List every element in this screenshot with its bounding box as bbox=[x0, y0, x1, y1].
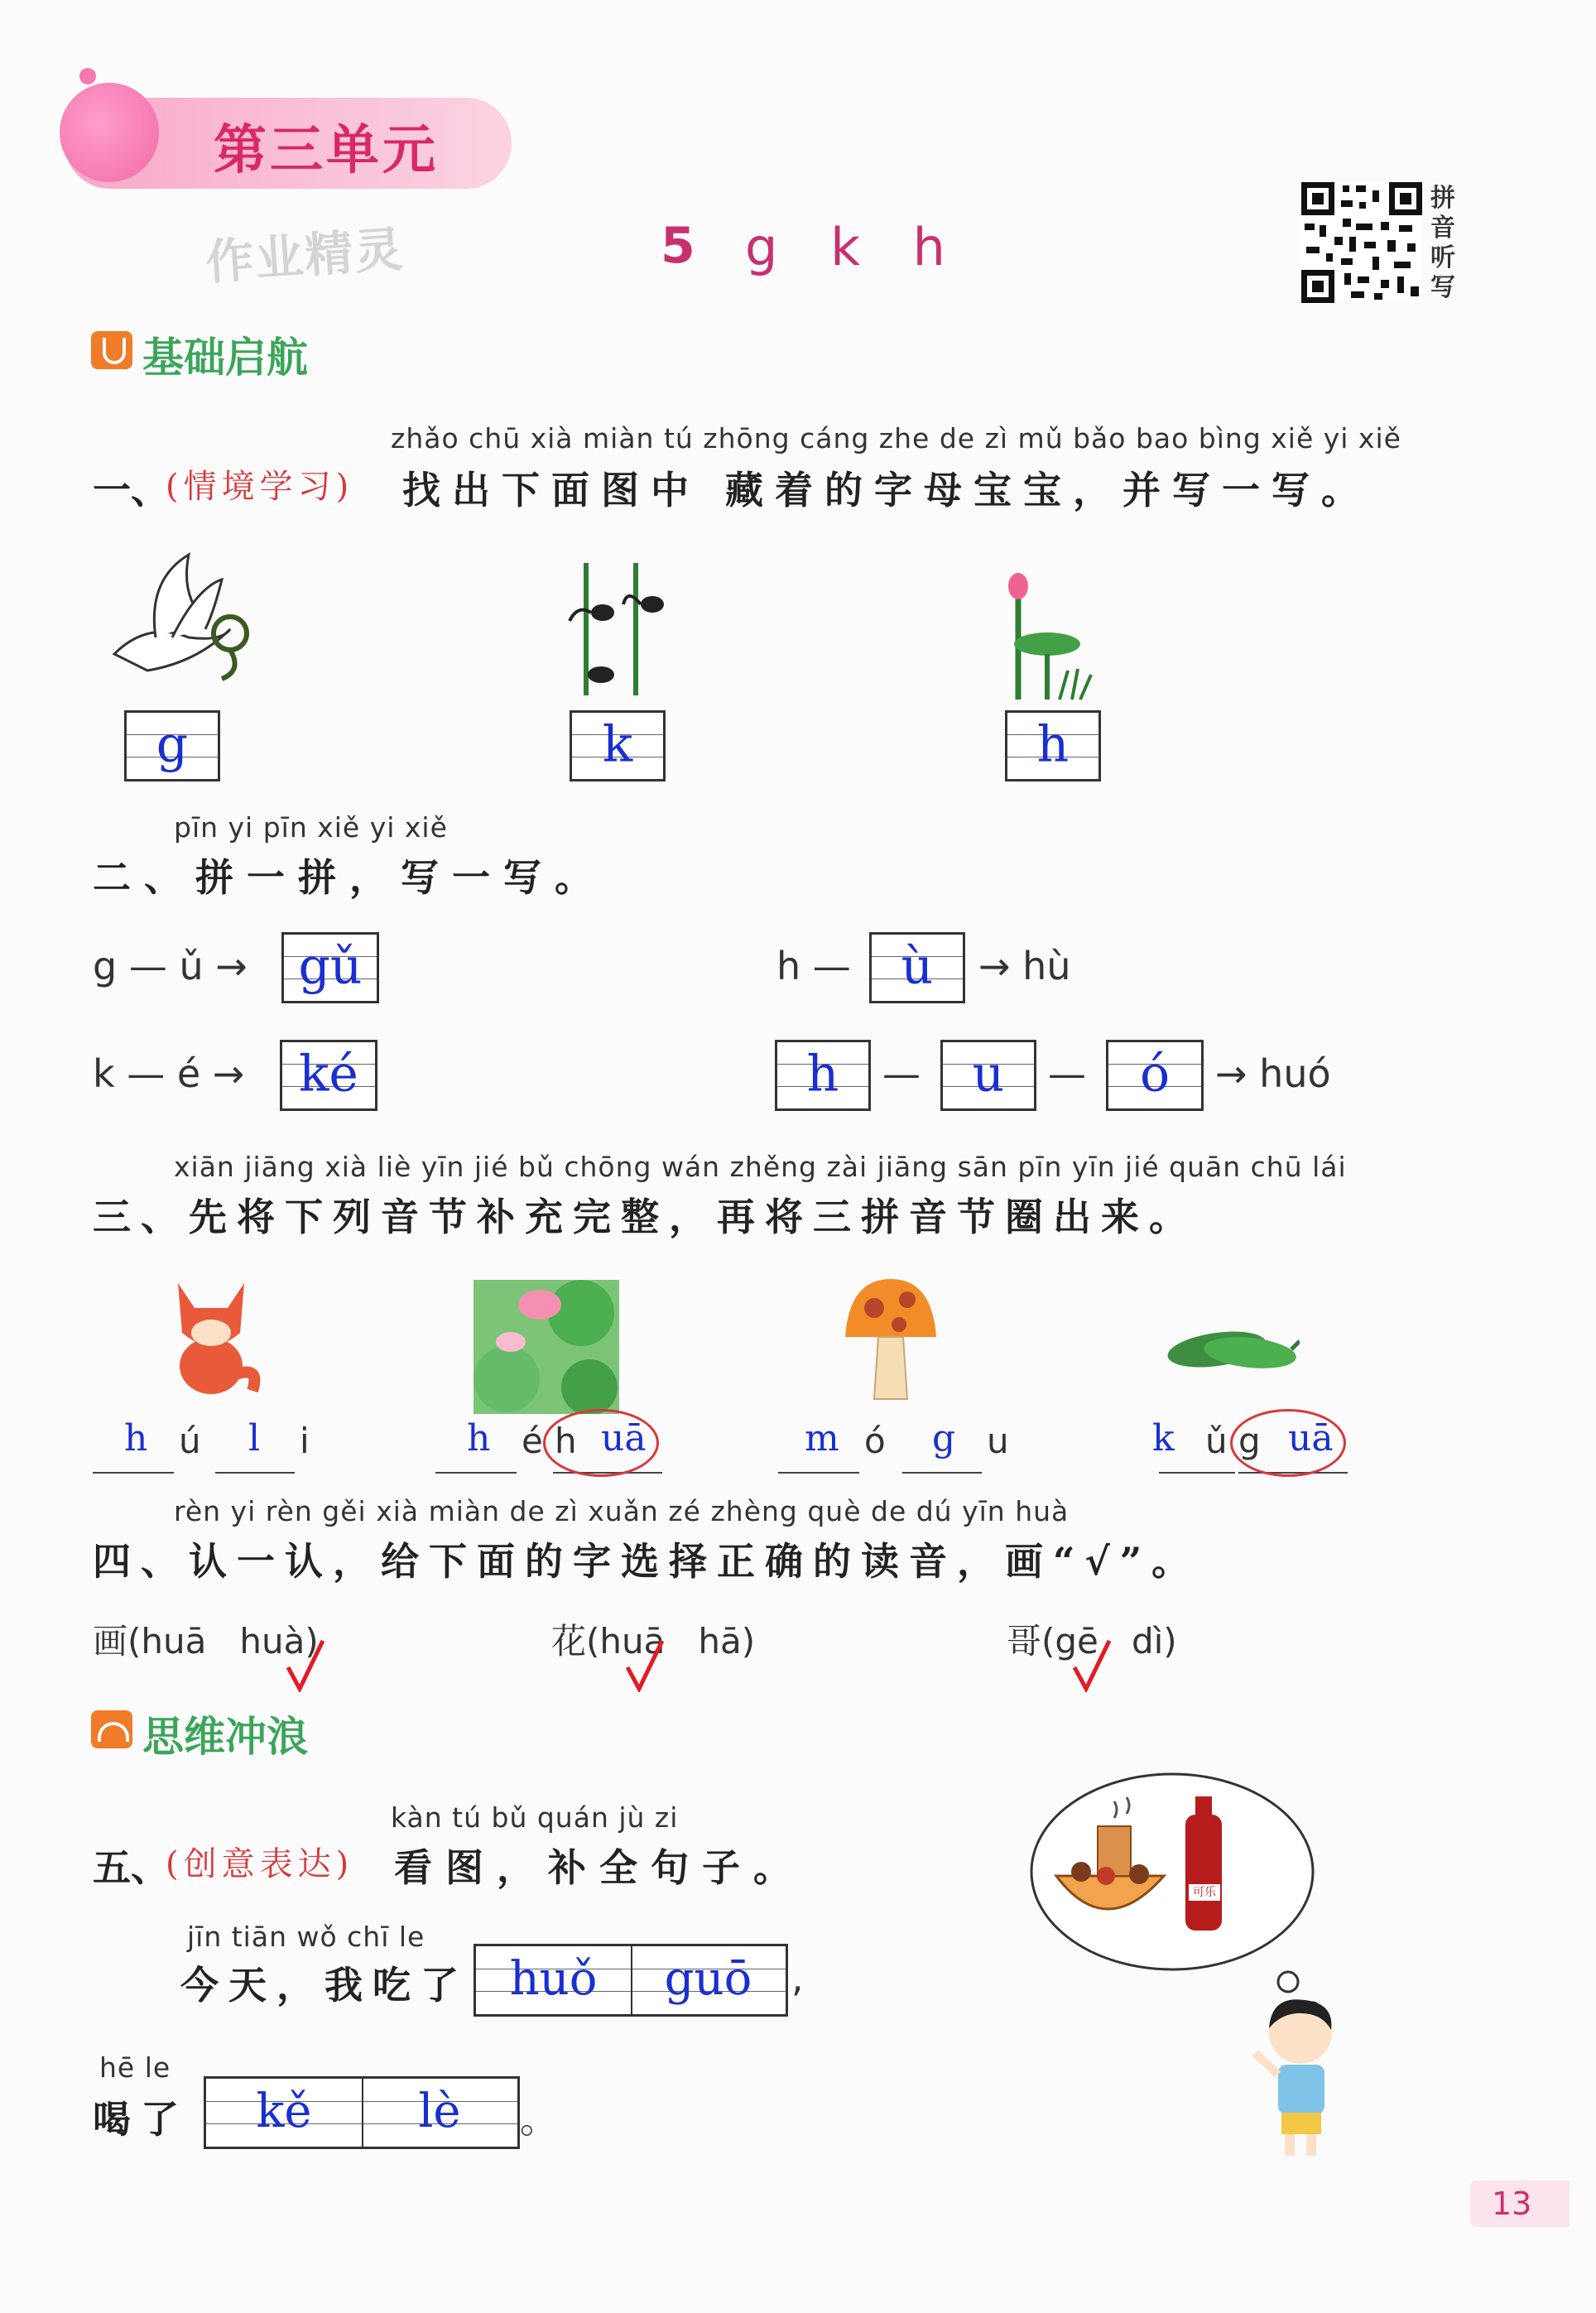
q4-text: 四、认一认，给下面的字选择正确的读音，画“√”。 bbox=[93, 1539, 1200, 1584]
q3-item2-pre2: h bbox=[555, 1421, 577, 1461]
anchor-icon bbox=[91, 331, 132, 369]
lotus-pond-image bbox=[474, 1280, 619, 1414]
q2-row-d-box-3[interactable] bbox=[1106, 1040, 1204, 1111]
q2-row-b-left: k — é → bbox=[93, 1051, 245, 1096]
q3-item4-pre2: g bbox=[1238, 1421, 1261, 1461]
q5-line1-end: , bbox=[791, 1955, 804, 2000]
q1-answer-box-h[interactable] bbox=[1005, 710, 1101, 781]
q2-row-c-box[interactable] bbox=[869, 932, 965, 1003]
q4-choice-3[interactable]: 哥(gē dì) bbox=[1007, 1621, 1177, 1661]
fox-image bbox=[161, 1275, 261, 1399]
dove-image bbox=[98, 546, 255, 687]
lotus-image bbox=[1002, 571, 1101, 704]
banner-ball-icon bbox=[60, 83, 159, 182]
q5-line1-text: 今天，我吃了 bbox=[180, 1963, 469, 2008]
watermark: 作业精灵 bbox=[204, 220, 406, 291]
section-basic-title: 基础启航 bbox=[142, 334, 308, 382]
q5-pinyin: kàn tú bǔ quán jù zi bbox=[391, 1801, 679, 1834]
boy-illustration bbox=[1247, 1995, 1354, 2161]
q3-item2-circle bbox=[543, 1409, 659, 1477]
checkmark-icon bbox=[626, 1639, 664, 1692]
q5-line2-box[interactable] bbox=[204, 2076, 520, 2149]
lesson-number: 5 bbox=[661, 217, 695, 275]
q3-item1-ans1: h bbox=[124, 1417, 148, 1459]
q3-item1-ans2: l bbox=[248, 1417, 261, 1459]
q3-item4-mid: ǔ bbox=[1205, 1421, 1228, 1461]
q3-item3-ans1: m bbox=[805, 1417, 839, 1459]
q3-item2-ans1: h bbox=[467, 1417, 491, 1459]
q5-line2-ans2: lè bbox=[418, 2085, 461, 2139]
q3-pinyin: xiān jiāng xià liè yīn jié bǔ chōng wán zhěng zài jiāng sān pīn yīn jié quān chū lái bbox=[174, 1151, 1347, 1183]
unit-title: 第三单元 bbox=[214, 119, 439, 181]
mushroom-image bbox=[841, 1275, 940, 1407]
page-number: 13 bbox=[1492, 2186, 1532, 2222]
q1-answer-k: k bbox=[602, 715, 633, 774]
q2-row-d-dash-2: — bbox=[1048, 1051, 1086, 1096]
q3-item4-ans2: uā bbox=[1288, 1417, 1334, 1459]
q5-tag: (创意表达) bbox=[166, 1845, 354, 1883]
q5-line2-end: 。 bbox=[520, 2097, 558, 2142]
section-thinking-title: 思维冲浪 bbox=[142, 1713, 308, 1761]
wave-icon bbox=[91, 1710, 132, 1748]
q2-row-c-right: → hù bbox=[978, 944, 1071, 988]
q2-row-d-answer-3: ó bbox=[1139, 1045, 1171, 1104]
q1-answer-h: h bbox=[1036, 715, 1070, 774]
q3-item2-ans2: uā bbox=[601, 1417, 647, 1459]
q2-row-b-answer: ké bbox=[299, 1045, 358, 1104]
q2-row-d-dash-1: — bbox=[882, 1051, 921, 1096]
q1-text: 找出下面图中 藏着的字母宝宝，并写一写。 bbox=[402, 468, 1372, 512]
q5-line2-text: 喝了 bbox=[93, 2097, 189, 2142]
q1-answer-g: g bbox=[156, 715, 189, 774]
q2-row-d-box-1[interactable] bbox=[775, 1040, 871, 1111]
tadpole-plant-image bbox=[553, 555, 677, 704]
q3-item3-mid: ó bbox=[864, 1421, 886, 1461]
q5-line2-pinyin: hē le bbox=[99, 2051, 171, 2084]
q5-line1-box[interactable] bbox=[474, 1944, 788, 2017]
q1-answer-box-g[interactable] bbox=[124, 710, 220, 781]
q4-pinyin: rèn yi rèn gěi xià miàn de zì xuǎn zé zhèng què de dú yīn huà bbox=[174, 1495, 1070, 1527]
q5-line1-ans2: guō bbox=[664, 1952, 752, 2007]
q3-item1-mid: ú bbox=[179, 1421, 201, 1461]
q3-text: 三、先将下列音节补充完整，再将三拼音节圈出来。 bbox=[93, 1195, 1197, 1239]
q2-text: 二、拼一拼，写一写。 bbox=[93, 855, 606, 900]
lesson-letters: g k h bbox=[745, 217, 964, 277]
q2-pinyin: pīn yi pīn xiě yi xiě bbox=[174, 811, 448, 844]
q4-choice-1[interactable]: 画(huā huà) bbox=[93, 1621, 319, 1661]
q2-row-c-answer: ù bbox=[901, 937, 934, 996]
q4-choice-2[interactable]: 花(huā hā) bbox=[551, 1621, 756, 1661]
q3-item1-end: i bbox=[300, 1421, 310, 1461]
bitter-melon-image bbox=[1167, 1316, 1300, 1383]
q2-row-a-box[interactable] bbox=[281, 932, 379, 1003]
qr-code[interactable] bbox=[1301, 182, 1422, 303]
cola-label: 可乐 bbox=[1189, 1884, 1220, 1901]
q3-item4-ans1: k bbox=[1152, 1417, 1175, 1459]
q2-row-d-answer-1: h bbox=[806, 1045, 839, 1104]
q2-row-a-answer: gǔ bbox=[298, 937, 363, 996]
banner-antenna-icon bbox=[79, 68, 96, 84]
q5-line1-ans1: huǒ bbox=[509, 1952, 598, 2007]
qr-side-label: 拼音听写 bbox=[1430, 184, 1455, 302]
q2-row-d-right: → huó bbox=[1215, 1051, 1331, 1096]
q2-row-d-answer-2: u bbox=[972, 1045, 1005, 1104]
q2-row-b-box[interactable] bbox=[280, 1040, 377, 1111]
q5-number: 五、 bbox=[93, 1845, 169, 1890]
q3-item3-ans2: g bbox=[932, 1417, 956, 1459]
q1-tag: (情境学习) bbox=[166, 468, 354, 506]
q3-item2-mid: é bbox=[522, 1421, 543, 1461]
q2-row-a-left: g — ǔ → bbox=[93, 944, 248, 988]
q5-line2-ans1: kě bbox=[256, 2085, 312, 2139]
q3-item3-end: u bbox=[987, 1421, 1009, 1461]
q1-answer-box-k[interactable] bbox=[570, 710, 666, 781]
q5-line1-pinyin: jīn tiān wǒ chī le bbox=[187, 1921, 425, 1953]
q2-row-d-box-2[interactable] bbox=[940, 1040, 1036, 1111]
checkmark-icon bbox=[286, 1639, 324, 1692]
q3-item4-circle bbox=[1230, 1409, 1346, 1477]
q5-text: 看图，补全句子。 bbox=[394, 1845, 805, 1890]
checkmark-icon bbox=[1073, 1639, 1111, 1692]
q1-pinyin: zhǎo chū xià miàn tú zhōng cáng zhe de zì mǔ bǎo bao bìng xiě yi xiě bbox=[391, 422, 1401, 454]
q1-number: 一、 bbox=[93, 468, 169, 512]
q2-row-c-left: h — bbox=[776, 944, 851, 988]
